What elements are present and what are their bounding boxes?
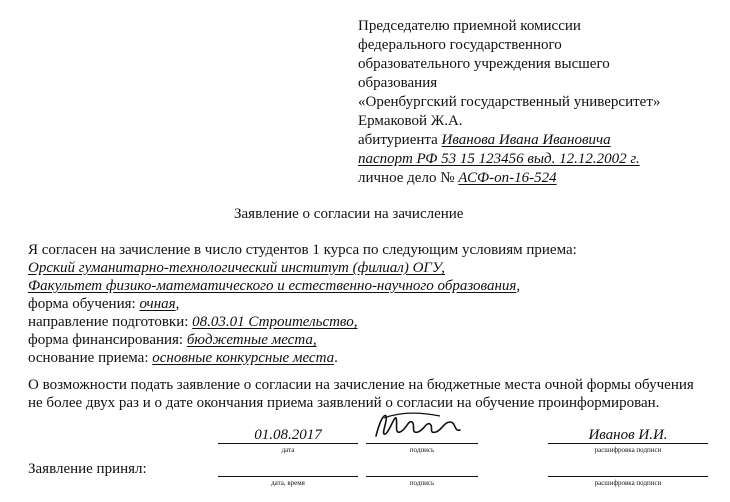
- direction-value: 08.03.01 Строительство,: [192, 314, 358, 330]
- applicant-name: Иванова Ивана Ивановича: [441, 132, 611, 148]
- accepted-label: Заявление принял:: [28, 461, 147, 477]
- applicant-date-rule: [218, 443, 358, 444]
- personal-file-line: [358, 169, 557, 188]
- notice-line-2: не более двух раз и о дате окончания приема заявлений о согласии на обучение проинформирован.: [28, 395, 660, 411]
- admission-basis-value: основные конкурсные места: [152, 350, 335, 366]
- addressee-line-6: Ермаковой Ж.А.: [358, 113, 463, 129]
- personal-file-number: АСФ-оп-16-524: [458, 170, 557, 186]
- applicant-prefix: абитуриента: [358, 132, 438, 148]
- applicant-decoding-value: Иванов И.И.: [588, 427, 668, 443]
- admission-basis-dot: .: [334, 350, 338, 366]
- passport-line: паспорт РФ 53 15 123456 выд. 12.12.2002 г.: [358, 151, 640, 167]
- institute-line: Орский гуманитарно-технологический институт (филиал) ОГУ,: [28, 260, 446, 276]
- applicant-signature-caption: подпись: [409, 446, 435, 454]
- study-form-line: [28, 295, 179, 314]
- admission-basis-line: [28, 349, 338, 368]
- addressee-line-2: федерального государственного: [358, 37, 562, 53]
- accepted-date-caption: дата, время: [271, 479, 305, 487]
- accepted-signature-rule: [366, 476, 478, 477]
- personal-file-prefix: личное дело №: [358, 170, 455, 186]
- admission-basis-label: основание приема:: [28, 350, 149, 366]
- accepted-date-rule: [218, 476, 358, 477]
- addressee-line-1: Председателю приемной комиссии: [358, 18, 581, 34]
- faculty-comma: ,: [516, 278, 521, 294]
- applicant-date-value: 01.08.2017: [254, 427, 322, 443]
- direction-label: направление подготовки:: [28, 314, 189, 330]
- handwritten-signature-icon: [370, 410, 470, 444]
- applicant-signature-rule: [366, 443, 478, 444]
- faculty-value: Факультет физико-математического и естественно-научного образования: [28, 278, 517, 294]
- funding-label: форма финансирования:: [28, 332, 184, 348]
- document-title: Заявление о согласии на зачисление: [234, 206, 464, 222]
- addressee-line-4: образования: [358, 75, 438, 91]
- applicant-line: [358, 131, 611, 150]
- accepted-decoding-caption: расшифровка подписи: [594, 479, 662, 487]
- direction-line: [28, 313, 358, 332]
- accepted-signature-caption: подпись: [409, 479, 435, 487]
- study-form-comma: ,: [175, 296, 180, 312]
- addressee-line-5: «Оренбургский государственный университет»: [358, 94, 661, 110]
- funding-line: [28, 331, 317, 350]
- study-form-value: очная: [139, 296, 176, 312]
- applicant-decoding-caption: расшифровка подписи: [594, 446, 662, 454]
- study-form-label: форма обучения:: [28, 296, 136, 312]
- applicant-date-caption: дата: [281, 446, 295, 454]
- notice-line-1: О возможности подать заявление о согласии на зачисление на бюджетные места очной формы обучения: [28, 377, 694, 393]
- applicant-decoding-rule: [548, 443, 708, 444]
- accepted-decoding-rule: [548, 476, 708, 477]
- addressee-line-3: образовательного учреждения высшего: [358, 56, 610, 72]
- faculty-line: [28, 277, 520, 296]
- funding-value: бюджетные места,: [186, 332, 317, 348]
- intro-line: Я согласен на зачисление в число студентов 1 курса по следующим условиям приема:: [28, 242, 577, 258]
